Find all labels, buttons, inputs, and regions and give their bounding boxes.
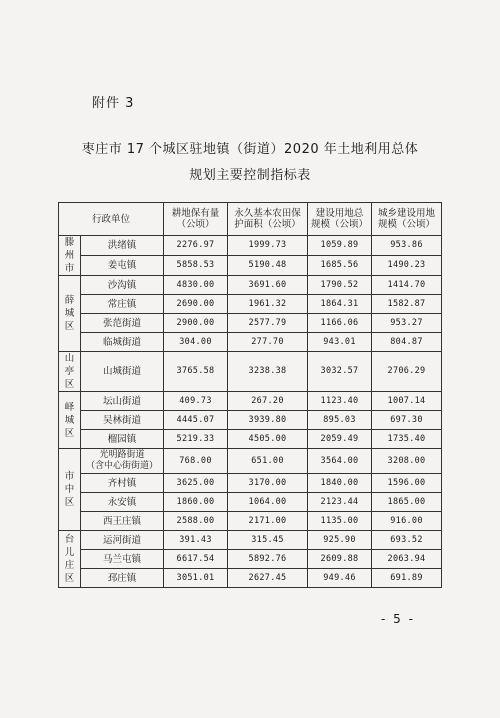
value-cell: 5219.33 — [164, 430, 228, 449]
town-cell: 坛山街道 — [81, 392, 164, 411]
town-cell: 姜屯镇 — [81, 256, 164, 276]
header-construction-land-total: 建设用地总 规模（公顷） — [308, 203, 372, 236]
value-cell: 1961.32 — [228, 295, 308, 314]
value-cell: 953.86 — [372, 236, 442, 256]
value-cell: 1007.14 — [372, 392, 442, 411]
value-cell: 304.00 — [164, 333, 228, 352]
value-cell: 1596.00 — [372, 474, 442, 493]
table-row — [59, 550, 442, 569]
town-cell: 西王庄镇 — [81, 512, 164, 531]
table-row — [59, 430, 442, 449]
value-cell: 1840.00 — [308, 474, 372, 493]
table-row — [59, 411, 442, 430]
town-cell: 榴园镇 — [81, 430, 164, 449]
district-cell-shanting: 山亭区 — [59, 352, 81, 392]
value-cell: 1064.00 — [228, 493, 308, 512]
value-cell: 943.01 — [308, 333, 372, 352]
value-cell: 1490.23 — [372, 256, 442, 276]
header-urban-rural-construction: 城乡建设用地 规模（公顷） — [372, 203, 442, 236]
table-row — [59, 392, 442, 411]
value-cell: 2171.00 — [228, 512, 308, 531]
value-cell: 391.43 — [164, 531, 228, 550]
table-row — [59, 493, 442, 512]
value-cell: 4830.00 — [164, 276, 228, 295]
value-cell: 916.00 — [372, 512, 442, 531]
value-cell: 409.73 — [164, 392, 228, 411]
table-row — [59, 569, 442, 588]
town-cell: 洪绪镇 — [81, 236, 164, 256]
district-cell-tengzhou: 滕州市 — [59, 236, 81, 276]
value-cell: 2588.00 — [164, 512, 228, 531]
value-cell: 4505.00 — [228, 430, 308, 449]
table-row — [59, 333, 442, 352]
value-cell: 3208.00 — [372, 449, 442, 474]
value-cell: 2063.94 — [372, 550, 442, 569]
value-cell: 3238.38 — [228, 352, 308, 392]
value-cell: 2690.00 — [164, 295, 228, 314]
value-cell: 768.00 — [164, 449, 228, 474]
value-cell: 2123.44 — [308, 493, 372, 512]
value-cell: 2609.88 — [308, 550, 372, 569]
value-cell: 1685.56 — [308, 256, 372, 276]
value-cell: 1166.06 — [308, 314, 372, 333]
value-cell: 3625.00 — [164, 474, 228, 493]
town-cell: 永安镇 — [81, 493, 164, 512]
value-cell: 315.45 — [228, 531, 308, 550]
value-cell: 895.03 — [308, 411, 372, 430]
town-cell: 沙沟镇 — [81, 276, 164, 295]
table-row — [59, 531, 442, 550]
table-row — [59, 449, 442, 474]
value-cell: 1999.73 — [228, 236, 308, 256]
value-cell: 277.70 — [228, 333, 308, 352]
value-cell: 3032.57 — [308, 352, 372, 392]
value-cell: 267.20 — [228, 392, 308, 411]
district-cell-taierzhuang: 台儿庄区 — [59, 531, 81, 588]
header-admin-unit: 行政单位 — [59, 203, 164, 236]
value-cell: 1735.40 — [372, 430, 442, 449]
table-row — [59, 474, 442, 493]
value-cell: 804.87 — [372, 333, 442, 352]
town-cell: 常庄镇 — [81, 295, 164, 314]
value-cell: 3051.01 — [164, 569, 228, 588]
value-cell: 4445.07 — [164, 411, 228, 430]
control-indicators-table — [58, 202, 442, 588]
value-cell: 5190.48 — [228, 256, 308, 276]
town-cell: 齐村镇 — [81, 474, 164, 493]
value-cell: 925.90 — [308, 531, 372, 550]
table-row — [59, 512, 442, 531]
value-cell: 2706.29 — [372, 352, 442, 392]
value-cell: 2276.97 — [164, 236, 228, 256]
value-cell: 953.27 — [372, 314, 442, 333]
header-farmland-retention: 耕地保有量 （公顷） — [164, 203, 228, 236]
value-cell: 1059.89 — [308, 236, 372, 256]
value-cell: 2577.79 — [228, 314, 308, 333]
page-number: - 5 - — [381, 612, 415, 626]
table-header-row — [59, 203, 442, 236]
town-cell: 张范街道 — [81, 314, 164, 333]
value-cell: 697.30 — [372, 411, 442, 430]
value-cell: 3170.00 — [228, 474, 308, 493]
value-cell: 3691.60 — [228, 276, 308, 295]
district-cell-yicheng: 峄城区 — [59, 392, 81, 449]
table-row — [59, 256, 442, 276]
town-cell: 吴林街道 — [81, 411, 164, 430]
table-row — [59, 314, 442, 333]
value-cell: 1860.00 — [164, 493, 228, 512]
value-cell: 949.46 — [308, 569, 372, 588]
value-cell: 5892.76 — [228, 550, 308, 569]
value-cell: 693.52 — [372, 531, 442, 550]
value-cell: 6617.54 — [164, 550, 228, 569]
value-cell: 5858.53 — [164, 256, 228, 276]
town-cell: 山城街道 — [81, 352, 164, 392]
value-cell: 1864.31 — [308, 295, 372, 314]
town-cell: 运河街道 — [81, 531, 164, 550]
town-cell: 马兰屯镇 — [81, 550, 164, 569]
value-cell: 1123.40 — [308, 392, 372, 411]
document-title-line-1: 枣庄市 17 个城区驻地镇（街道）2020 年土地利用总体 — [81, 142, 419, 157]
value-cell: 691.89 — [372, 569, 442, 588]
town-cell: 邳庄镇 — [81, 569, 164, 588]
table-row — [59, 276, 442, 295]
district-cell-xuecheng: 薛城区 — [59, 276, 81, 352]
value-cell: 1790.52 — [308, 276, 372, 295]
town-cell: 光明路街道 （含中心街街道） — [81, 449, 164, 474]
table-row — [59, 352, 442, 392]
value-cell: 651.00 — [228, 449, 308, 474]
table-row — [59, 236, 442, 256]
value-cell: 1582.87 — [372, 295, 442, 314]
attachment-label: 附件 3 — [92, 96, 135, 111]
value-cell: 2900.00 — [164, 314, 228, 333]
value-cell: 3939.80 — [228, 411, 308, 430]
value-cell: 2627.45 — [228, 569, 308, 588]
value-cell: 1135.00 — [308, 512, 372, 531]
document-title-line-2: 规划主要控制指标表 — [189, 168, 311, 183]
value-cell: 2059.49 — [308, 430, 372, 449]
value-cell: 1414.70 — [372, 276, 442, 295]
value-cell: 3564.00 — [308, 449, 372, 474]
header-basic-farmland: 永久基本农田保 护面积（公顷） — [228, 203, 308, 236]
table-row — [59, 295, 442, 314]
value-cell: 3765.58 — [164, 352, 228, 392]
value-cell: 1865.00 — [372, 493, 442, 512]
district-cell-shizhong: 市中区 — [59, 449, 81, 531]
town-cell: 临城街道 — [81, 333, 164, 352]
